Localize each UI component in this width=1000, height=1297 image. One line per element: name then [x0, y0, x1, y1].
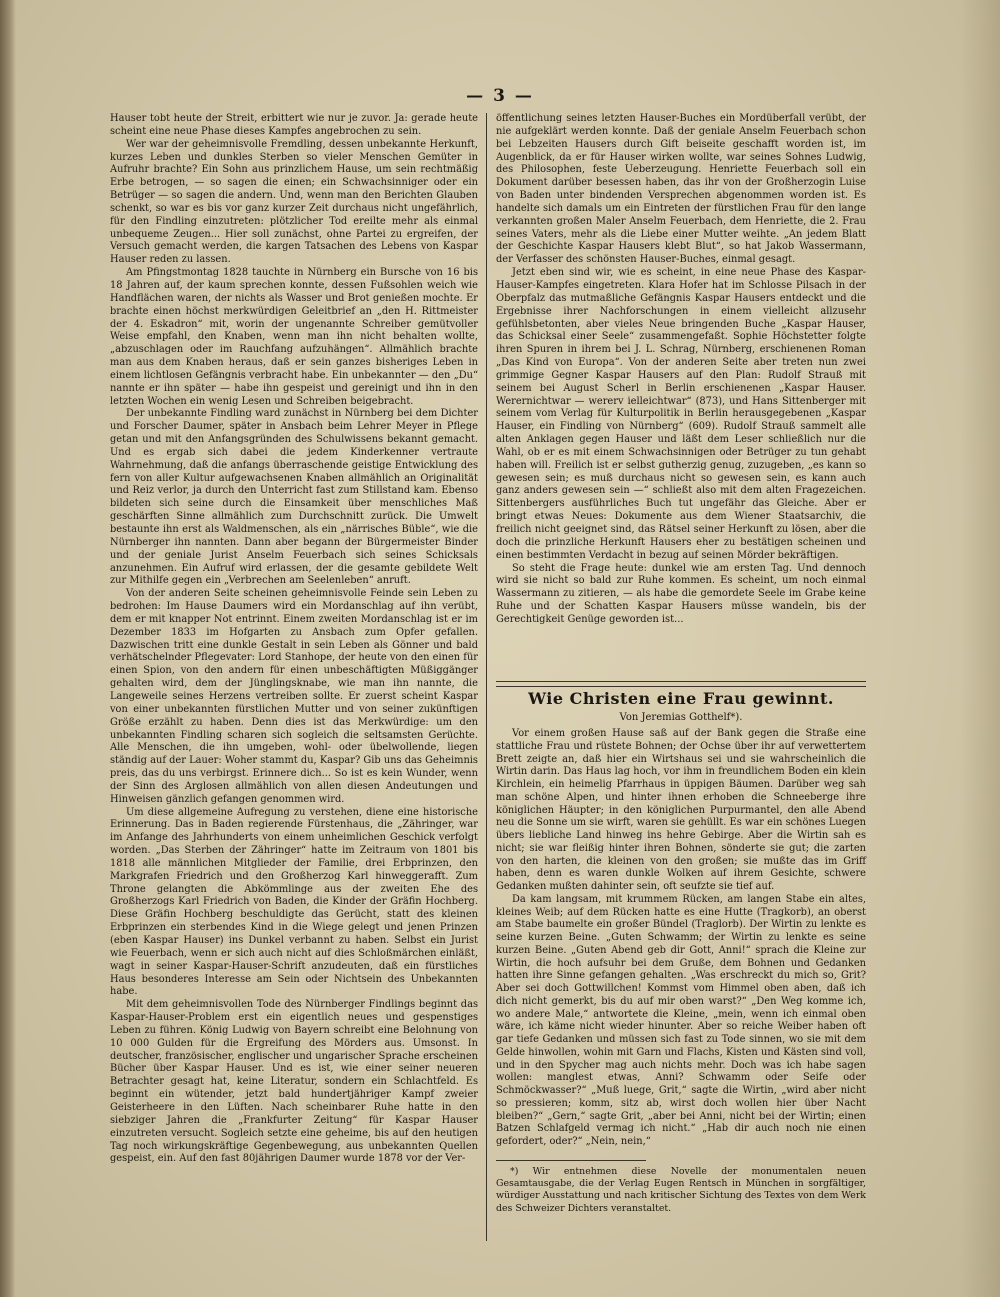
paragraph: Jetzt eben sind wir, wie es scheint, in eine neue Phase des Kaspar-Hauser-Kampfes eingetreten. Klara Hofer hat im Schlosse Pilsach in der Oberpfalz das mutmaßliche Gefängnis Kaspar Hausers entdeckt und die Ergebnisse ihrer Nachforschungen in einem vielleicht allzusehr gefühlsbetonten, aber vieles Neue bringenden Buche „Kaspar Hauser, das Schicksal einer Seele“ zusammengefaßt. Sophie Höchstetter folgte ihren Spuren in ihrem bei J. L. Schrag, Nürnberg, erschienenen Roman „Das Kind von Europa“. Von der anderen Seite aber treten nun zwei grimmige Gegner Kaspar Hausers auf den Plan: Rudolf Strauß mit seinem bei August Scherl in Berlin erschienenen „Kaspar Hauser. Werernichtwar — wererv ielleichtwar“ (873), und Hans Sittenberger mit seinem vom Verlag für Kulturpolitik in Berlin herausgegebenen „Kaspar Hauser, ein Findling von Nürnberg“ (609). Rudolf Strauß sammelt alle alten Anklagen gegen Hauser und läßt dem Leser schließlich nur die Wahl, ob er es mit einem Schwachsinnigen oder Betrüger zu tun gehabt haben will. Freilich ist er selbst gutherzig genug, zuzugeben, „es kann so gewesen sein; es muß durchaus nicht so gewesen sein, es kann auch ganz anders gewesen sein —“ schließt also mit dem alten Fragezeichen. Sittenbergers ausführliches Buch tut ungefähr das Gleiche. Aber er bringt etwas Neues: Dokumente aus dem Wiener Staatsarchiv, die freilich nicht geeignet sind, das Rätsel seiner Herkunft zu lösen, aber die doch die prinzliche Herkunft Hausers eher zu bestätigen scheinen und einen bestimmten Verdacht in bezug auf seinen Mörder bekräftigen. — [496, 267, 866, 561]
paragraph: Hauser tobt heute der Streit, erbittert wie nur je zuvor. Ja: gerade heute scheint eine neue Phase dieses Kampfes angebrochen zu sein. — [110, 113, 478, 137]
footnote — [496, 1166, 866, 1215]
paragraph: Mit dem geheimnisvollen Tode des Nürnberger Findlings beginnt das Kaspar-Hauser-Problem erst ein eigentlich neues und gespenstiges Leben zu führen. König Ludwig von Bayern schreibt eine Belohnung von 10 000 Gulden für die Ergreifung des Mörders aus. Umsonst. In deutscher, französischer, englischer und ungarischer Sprache erscheinen Bücher über Kaspar Hauser. Und es ist, wie einer seiner neueren Betrachter gesagt hat, keine Literatur, sondern ein Schlachtfeld. Es beginnt ein wütender, jetzt bald hundertjähriger Kampf zweier Geisterheere in den Lüften. Nach scheinbarer Ruhe hatte in den siebziger Jahren die „Frankfurter Zeitung“ für Kaspar Hauser einzutreten versucht. Sogleich setzte eine geheime, bis auf den heutigen Tag noch wirkungskräftige Gegenbewegung, aus unbekannten Quellen gespeist, ein. Auf den fast 80jährigen Daumer wurde 1878 vor der Ver- — [110, 999, 478, 1165]
paragraph: öffentlichung seines letzten Hauser-Buches ein Mordüberfall verübt, der nie aufgeklärt werden konnte. Daß der geniale Anselm Feuerbach schon bei Lebzeiten Hausers durch Gift beiseite geschafft worden ist, im Augenblick, da er für Hauser wirken wollte, war seines Sohnes Ludwig, des Philosophen, feste Ueberzeugung. Henriette Feuerbach soll ein Dokument darüber besessen haben, das ihr von der Großherzogin Luise von Baden unter bindenden Versprechen abgenommen worden ist. Es handelte sich damals um ein Eintreten der fürstlichen Frau für den lange verkannten großen Maler Anselm Feuerbach, dem Henriette, die 2. Frau seines Vaters, mehr als die Liebe einer Mutter weihte. „An jedem Blatt der Geschichte Kaspar Hausers klebt Blut“, so hat Jakob Wassermann, der Verfasser des schönsten Hauser-Buches, einmal gesagt. — [496, 113, 866, 266]
right-column — [496, 113, 866, 627]
paragraph: Wer war der geheimnisvolle Fremdling, dessen unbekannte Herkunft, kurzes Leben und dunkles Sterben so vieler Menschen Gemüter in Aufruhr brachte? Ein Sohn aus prinzlichem Hause, um sein rechtmäßig Erbe betrogen, — so sagen die einen; ein Schwachsinniger oder ein Betrüger — so sagen die andern. Und, wenn man den Berichten Glauben schenkt, so war es bis vor ganz kurzer Zeit durchaus nicht ungefährlich, für den Findling einzutreten: plötzlicher Tod ereilte mehr als einmal unbequeme Zeugen... Hier soll zunächst, ohne Partei zu ergreifen, der Versuch gemacht werden, die kargen Tatsachen des Lebens von Kaspar Hauser reden zu lassen. — [110, 138, 478, 266]
paragraph: So steht die Frage heute: dunkel wie am ersten Tag. Und dennoch wird sie nicht so bald zur Ruhe kommen. Es scheint, um noch einmal Wassermann zu zitieren, — als habe die gemordete Seele im Grabe keine Ruhe und der Schatten Kaspar Hausers müsse wandeln, bis der Gerechtigkeit Genüge geworden ist... — [496, 562, 866, 625]
footnote-text: *) Wir entnehmen diese Novelle der monumentalen neuen Gesamtausgabe, die der Verlag Eugen Rentsch in München in sorgfältiger, würdiger Ausstattung und nach kritischer Sichtung des Textes von dem Werk des Schweizer Dichters veranstaltet. — [496, 1166, 866, 1214]
story-body — [496, 728, 866, 1149]
section-rule — [496, 686, 866, 687]
paragraph: Von der anderen Seite scheinen geheimnisvolle Feinde sein Leben zu bedrohen: Im Hause Daumers wird ein Mordanschlag auf ihn verübt, dem er mit knapper Not entrinnt. Einem zweiten Mordanschlag ist er im Dezember 1833 im Hofgarten zu Ansbach zum Opfer gefallen. Dazwischen tritt eine dunkle Gestalt in sein Leben als Gönner und bald verhätschelnder Pflegevater: Lord Stanhope, der heute von den einen für einen Spion, von den andern für einen unbeschäftigten Müßiggänger gehalten wird, dem der Jünglingsknabe, wie man ihn nannte, die Langeweile seines Herzens vertreiben sollte. Er zuerst scheint Kaspar von einer unbekannten fürstlichen Mutter und von seiner zukünftigen Größe erzählt zu haben. Denn dies ist das Merkwürdige: um den unbekannten Findling scharen sich sogleich die seltsamsten Gerüchte. Alle Menschen, die ihn umgeben, wohl- oder übelwollende, liegen ständig auf der Lauer: Woher stammt du, Kaspar? Gib uns das Geheimnis preis, das du uns verbirgst. Erinnere dich... So ist es kein Wunder, wenn der Sinn des Arglosen allmählich von allen diesen Andeutungen und Hinweisen gänzlich gefangen genommen wird. — [110, 588, 478, 805]
paper-edge-shading — [960, 0, 1000, 1297]
left-column — [110, 113, 478, 1238]
story-title: Wie Christen eine Frau gewinnt. — [528, 689, 834, 708]
paragraph: Um diese allgemeine Aufregung zu verstehen, diene eine historische Erinnerung. Das in Baden regierende Fürstenhaus, die „Zähringer, war im Anfange des Jahrhunderts von einem unheimlichen Geschick verfolgt worden. „Das Sterben der Zähringer“ hatte im Zeitraum von 1801 bis 1818 alle männlichen Mitglieder der Familie, drei Erbprinzen, den Markgrafen Friedrich und den Großherzog Karl hinweggerafft. Zum Throne gelangten die Abkömmlinge aus der zweiten Ehe des Großherzogs Karl Friedrich von Baden, die Kinder der Gräfin Hochberg. Diese Gräfin Hochberg beschuldigte das Gerücht, statt des kleinen Erbprinzen ein sterbendes Kind in die Wiege gelegt und jenen Prinzen (eben Kaspar Hauser) ins Dunkel verbannt zu haben. Selbst ein Jurist wie Feuerbach, wenn er sich auch nicht auf dies Schloßmärchen einläßt, wagt in seiner Kaspar-Hauser-Schrift anzudeuten, daß ein fürstliches Haus besonderes Interesse am Sein oder Nichtsein des Unbekannten habe. — [110, 806, 478, 998]
page-number: — 3 — — [466, 86, 534, 106]
paragraph: Der unbekannte Findling ward zunächst in Nürnberg bei dem Dichter und Forscher Daumer, später in Ansbach beim Lehrer Meyer in Pflege getan und mit den Anfangsgründen des Schulwissens bekannt gemacht. Und es ergab sich dabei die jedem Kinderkenner vertraute Wahrnehmung, daß die anfangs überraschende geistige Entwicklung des fern von aller Kultur aufgewachsenen Knaben allmählich an Originalität und Reiz verlor, ja durch den Unterricht fast zum Stillstand kam. Ebenso bildeten sich seine durch die Einsamkeit über menschliches Maß geschärften Sinne allmählich zum Durchschnitt zurück. Die Umwelt bestaunte ihn erst als Waldmenschen, als ein „närrisches Büble“, wie die Nürnberger ihn nannten. Dann aber begann der Bürgermeister Binder und der geniale Jurist Anselm Feuerbach sich seines Schicksals anzunehmen. Ein Aufruf wird erlassen, der die gesamte gebildete Welt zur Mithilfe gegen ein „Verbrechen am Seelenleben“ anruft. — [110, 408, 478, 587]
story-byline: Von Jeremias Gotthelf*). — [619, 712, 743, 723]
column-divider — [486, 113, 487, 1241]
section-rule — [496, 681, 866, 682]
paragraph: Vor einem großen Hause saß auf der Bank gegen die Straße eine stattliche Frau und rüstete Bohnen; der Ochse über ihr auf verwettertem Brett zeigte an, daß hier ein Wirtshaus sei und sie wahrscheinlich die Wirtin darin. Das Haus lag hoch, vor ihm in freundlichem Boden ein klein Kirchlein, ein heimelig Pfarrhaus in üppigen Bäumen. Darüber weg sah man schöne Alpen, und hinter ihnen erhoben die Schneeberge ihre königlichen Häupter; in den königlichen Purpurmantel, den alle Abend neu die Sonne um sie wirft, waren sie gehüllt. Es war ein schönes Luegen übers liebliche Land hinweg ins hehre Gebirge. Aber die Wirtin sah es nicht; sie war fleißig hinter ihren Bohnen, sönderte sie gut; die zarten von den harten, die kleinen von den großen; sie mußte das im Griff haben, denn es waren dunkle Wolken auf ihrem Gesichte, schwere Gedanken mußten dahinter sein, oft seufzte sie tief auf. — [496, 728, 866, 892]
paragraph: Am Pfingstmontag 1828 tauchte in Nürnberg ein Bursche von 16 bis 18 Jahren auf, der kaum sprechen konnte, dessen Fußsohlen weich wie Handflächen waren, der nichts als Wasser und Brot genießen mochte. Er brachte einen höchst merkwürdigen Geleitbrief an „den H. Rittmeister der 4. Eskadron“ mit, worin der ungenannte Schreiber gemütvoller Weise empfahl, den Knaben, wenn man ihn nicht behalten wollte, „abzuschlagen oder im Rauchfang aufzuhängen“. Allmählich brachte man aus dem Knaben heraus, daß er sein ganzes bisheriges Leben in einem lichtlosen Gefängnis verbracht habe. Ein unbekannter — den „Du“ nannte er ihn später — habe ihn gespeist und gereinigt und ihn in den letzten Wochen ein wenig Lesen und Schreiben beigebracht. — [110, 267, 478, 407]
page-binding-edge — [0, 0, 16, 1297]
footnote-rule — [496, 1160, 646, 1161]
paragraph: Da kam langsam, mit krummem Rücken, am langen Stabe ein altes, kleines Weib; auf dem Rücken hatte es eine Hutte (Tragkorb), an oberst am Stabe baumelte ein großer Bündel (Traglorb). Der Wirtin zu lenkte es seine kurzen Beine. „Guten Schwamm; der Wirtin zu lenkte es seine kurzen Beine. „Guten Abend geb dir Gott, Anni!“ sprach die Kleine zur Wirtin, die hoch aufsuhr bei dem Gruße, dem Bohnen und Gedanken hatten ihre Sinne gefangen gehalten. „Was erschreckt du mich so, Grit? Aber sei doch Gottwillchen! Kommst vom Himmel oben aben, daß ich dich nicht gemerkt, bis du auf mir oben warst?“ „Den Weg komme ich, wo andere Male,“ antwortete die Kleine, „mein, wenn ich einmal oben wäre, ich käme nicht wieder hinunter. Aber so reiche Weiber haben oft gar tiefe Gedanken und müssen sich fast zu Tode sinnen, wo sie mit dem Gelde hinwollen, wohin mit Garn und Flachs, Kisten und Kästen sind voll, und in den Spycher mag auch nichts mehr. Doch was ich habe sagen wollen: manglest etwas, Anni? Schwamm oder Seife oder Schmöckwasser?“ „Muß luege, Grit,“ sagte die Wirtin, „wird aber nicht so pressieren; komm, sitz ab, wirst doch wollen hier über Nacht bleiben?“ „Gern,“ sagte Grit, „aber bei Anni, nicht bei der Wirtin; einen Batzen Schlafgeld vermag ich nicht.“ „Hab dir auch noch nie einen gefordert, oder?“ „Nein, nein,“ — [496, 893, 866, 1147]
